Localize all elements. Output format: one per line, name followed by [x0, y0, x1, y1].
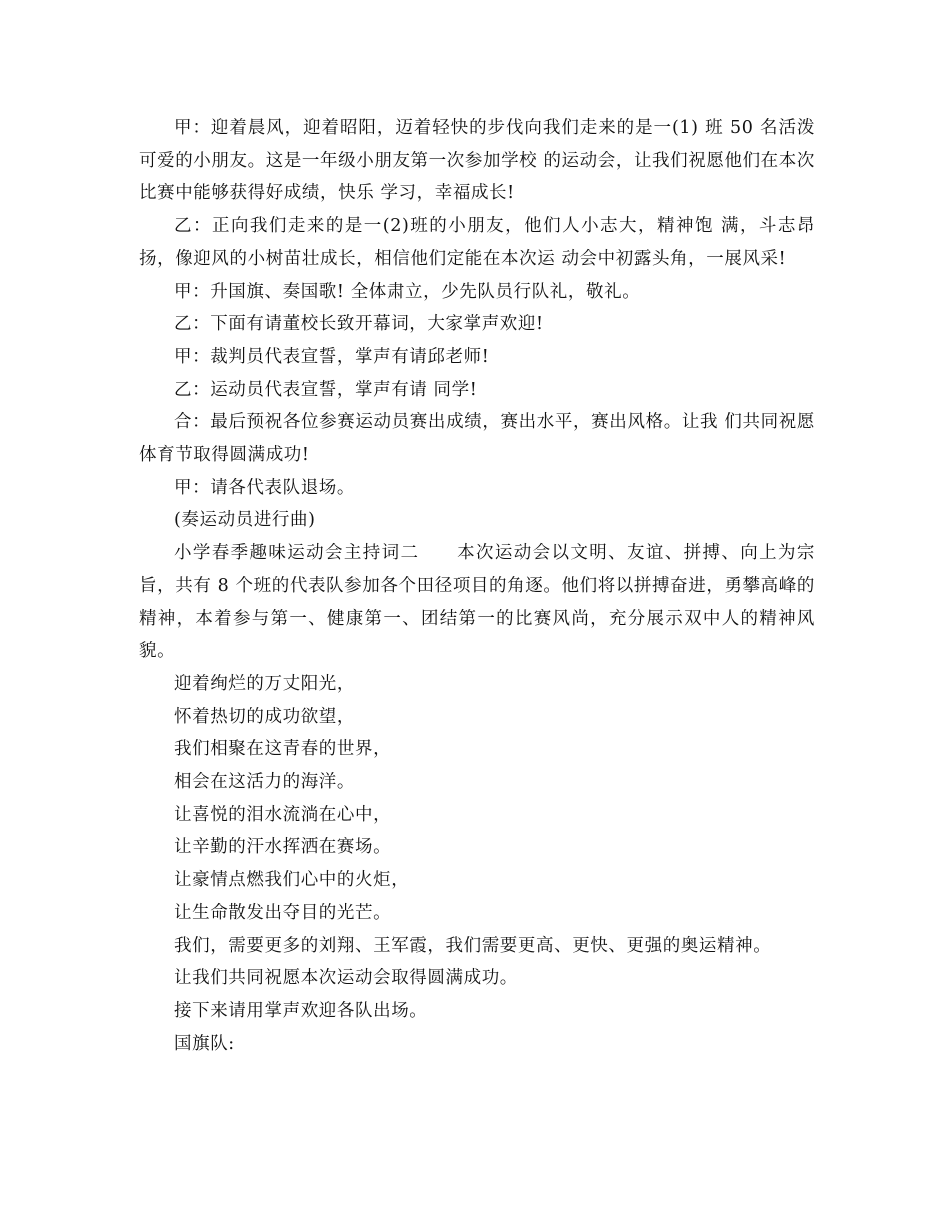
paragraph-class2: 乙：正向我们走来的是一(2)班的小朋友，他们人小志大，精神饱 满，斗志昂扬，像迎风的小树苗壮成长，相信他们定能在本次运 动会中初露头角，一展风采! — [139, 216, 815, 269]
paragraph-teams-exit: 甲：请各代表队退场。 — [174, 477, 355, 498]
poem-line: 迎着绚烂的万丈阳光， — [174, 673, 355, 694]
paragraph-script-two-intro: 小学春季趣味运动会主持词二 本次运动会以文明、友谊、拼搏、向上为宗旨，共有 8 个班的代表队参加各个田径项目的角逐。他们将以拼搏奋进，勇攀高峰的精神，本着参与第一、健康第一、团结第一的比赛风尚，充分展示双中人的精神风貌。 — [139, 543, 815, 662]
document-body — [139, 112, 815, 1060]
text-line-flag-team: 国旗队: — [174, 1033, 235, 1054]
text-line-success-wish: 让我们共同祝愿本次运动会取得圆满成功。 — [174, 968, 518, 989]
poem-line: 让豪情点燃我们心中的火炬， — [174, 870, 410, 891]
paragraph-principal-speech: 乙：下面有请董校长致开幕词，大家掌声欢迎! — [174, 314, 544, 335]
text-line-olympic-spirit: 我们，需要更多的刘翔、王军霞，我们需要更高、更快、更强的奥运精神。 — [174, 935, 772, 956]
paragraph-march-music: (奏运动员进行曲) — [174, 510, 316, 531]
text-line-welcome-teams: 接下来请用掌声欢迎各队出场。 — [174, 1000, 428, 1021]
poem-line: 我们相聚在这青春的世界， — [174, 739, 392, 760]
poem-line: 让喜悦的泪水流淌在心中， — [174, 804, 392, 825]
poem-line: 怀着热切的成功欲望， — [174, 706, 355, 727]
paragraph-opening-class1: 甲：迎着晨风，迎着昭阳，迈着轻快的步伐向我们走来的是一(1) 班 50 名活泼可爱的小朋友。这是一年级小朋友第一次参加学校 的运动会，让我们祝愿他们在本次比赛中能够获得好成绩，快乐 学习，幸福成长! — [139, 118, 815, 204]
poem-line: 让辛勤的汗水挥洒在赛场。 — [174, 837, 392, 858]
poem-line: 相会在这活力的海洋。 — [174, 772, 355, 793]
paragraph-referee-oath: 甲：裁判员代表宣誓，掌声有请邱老师! — [174, 346, 490, 367]
paragraph-flag-raising: 甲：升国旗、奏国歌! 全体肃立，少先队员行队礼，敬礼。 — [174, 281, 641, 302]
paragraph-closing-wish: 合：最后预祝各位参赛运动员赛出成绩，赛出水平，赛出风格。让我 们共同祝愿体育节取得圆满成功! — [139, 412, 815, 466]
paragraph-athlete-oath: 乙：运动员代表宣誓，掌声有请 同学! — [174, 379, 478, 400]
poem-line: 让生命散发出夺目的光芒。 — [174, 902, 392, 923]
